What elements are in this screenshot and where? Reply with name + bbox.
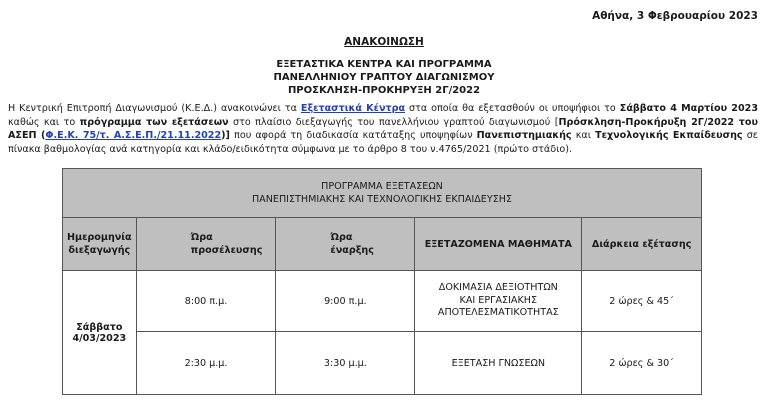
exam-date-value: 4/03/2023: [72, 332, 127, 344]
subtitle-line-1: ΕΞΕΤΑΣΤΙΚΑ ΚΕΝΤΡΑ ΚΑΙ ΠΡΟΓΡΑΜΜΑ: [276, 59, 492, 70]
subject-cell: ΕΞΕΤΑΣΗ ΓΝΩΣΕΩΝ: [415, 332, 582, 395]
subject-line-3: ΑΠΟΤΕΛΕΣΜΑΤΙΚΟΤΗΤΑΣ: [437, 307, 559, 319]
table-header-row: [63, 169, 702, 218]
intro-call-close: )]: [221, 130, 230, 141]
subject-cell: [415, 271, 582, 332]
exam-date-day: Σάββατο: [76, 321, 123, 333]
column-header-arrival-line-2: προσέλευσης: [190, 245, 263, 256]
intro-text-1: Η Κεντρική Επιτροπή Διαγωνισμού (Κ.Ε.Δ.) ανακοινώνει τα: [8, 103, 301, 114]
intro-exam-date: Σάββατο 4 Μαρτίου 2023: [619, 103, 758, 114]
exam-date-cell: [63, 271, 137, 395]
column-header-duration: Διάρκεια εξέτασης: [582, 218, 702, 271]
column-header-date: [63, 218, 137, 271]
column-header-arrival-line-1: Ώρα: [190, 232, 213, 243]
column-header-start: [276, 218, 415, 271]
column-header-date-line-1: Ημερομηνία: [67, 232, 132, 243]
exam-centers-link[interactable]: Εξεταστικά Κέντρα: [300, 103, 406, 114]
arrival-time-cell: 8:00 π.μ.: [136, 271, 276, 332]
column-header-start-line-2: έναρξης: [330, 245, 374, 256]
table-row: [63, 332, 702, 395]
intro-call-reference: Πρόσκληση-Προκήρυξη 2Γ/2022 του ΑΣΕΠ (: [8, 116, 758, 141]
subtitle-line-2: ΠΑΝΕΛΛΗΝΙΟΥ ΓΡΑΠΤΟΥ ΔΙΑΓΩΝΙΣΜΟΥ: [273, 72, 495, 83]
gazette-link[interactable]: Φ.Ε.Κ. 75/τ. Α.Σ.Ε.Π./21.11.2022: [45, 130, 222, 141]
intro-university: Πανεπιστημιακής: [476, 130, 572, 141]
intro-text-5: που αφορά τη διαδικασία κατάταξης υποψηφίων: [229, 130, 477, 141]
start-time-cell: 9:00 π.μ.: [276, 271, 415, 332]
column-header-start-line-1: Ώρα: [330, 232, 353, 243]
column-header-row: [63, 218, 702, 271]
column-header-subjects: ΕΞΕΤΑΖΟΜΕΝΑ ΜΑΘΗΜΑΤΑ: [415, 218, 582, 271]
subject-line-2: ΚΑΙ ΕΡΓΑΣΙΑΚΗΣ: [459, 294, 538, 306]
start-time-cell: 3:30 μ.μ.: [276, 332, 415, 395]
intro-text-4: στο πλαίσιο διεξαγωγής του πανελλήνιου γραπτού διαγωνισμού [: [228, 116, 559, 128]
table-title-line-1: ΠΡΟΓΡΑΜΜΑ ΕΞΕΤΑΣΕΩΝ: [321, 181, 443, 192]
column-header-arrival: [136, 218, 276, 271]
announcement-title: ΑΝΑΚΟΙΝΩΣΗ: [344, 36, 424, 48]
table-row: [63, 271, 702, 332]
intro-text-2: στα οποία θα εξετασθούν οι υποψήφιοι το: [405, 103, 620, 114]
intro-text-6: και: [571, 130, 596, 141]
table-title-line-2: ΠΑΝΕΠΙΣΤΗΜΙΑΚΗΣ ΚΑΙ ΤΕΧΝΟΛΟΓΙΚΗΣ ΕΚΠΑΙΔΕΥΣΗΣ: [251, 194, 513, 205]
intro-exam-program: πρόγραμμα των εξετάσεων: [79, 116, 229, 128]
intro-paragraph: [8, 102, 758, 156]
subject-line-1: ΔΟΚΙΜΑΣΙΑ ΔΕΞΙΟΤΗΤΩΝ: [438, 282, 558, 294]
intro-text-7: σε πίνακα βαθμολογίας ανά κατηγορία και κλάδο/ειδικότητα σύμφωνα με το άρθρο 8 του ν.4765/2021 (πρώτο στάδιο).: [8, 130, 758, 155]
subtitle-line-3: ΠΡΟΣΚΛΗΣΗ-ΠΡΟΚΗΡΥΞΗ 2Γ/2022: [287, 85, 481, 96]
announcement-subtitle: [0, 58, 768, 97]
table-title-cell: [63, 169, 702, 218]
duration-cell: 2 ώρες & 45΄: [582, 271, 702, 332]
intro-text-3: καθώς και το: [8, 116, 80, 128]
column-header-date-line-2: διεξαγωγής: [68, 245, 131, 256]
exam-schedule-table: [62, 168, 702, 395]
announcement-date: Αθήνα, 3 Φεβρουαρίου 2023: [592, 10, 758, 22]
duration-cell: 2 ώρες & 30΄: [582, 332, 702, 395]
arrival-time-cell: 2:30 μ.μ.: [136, 332, 276, 395]
intro-technological: Τεχνολογικής Εκπαίδευσης: [595, 130, 743, 141]
